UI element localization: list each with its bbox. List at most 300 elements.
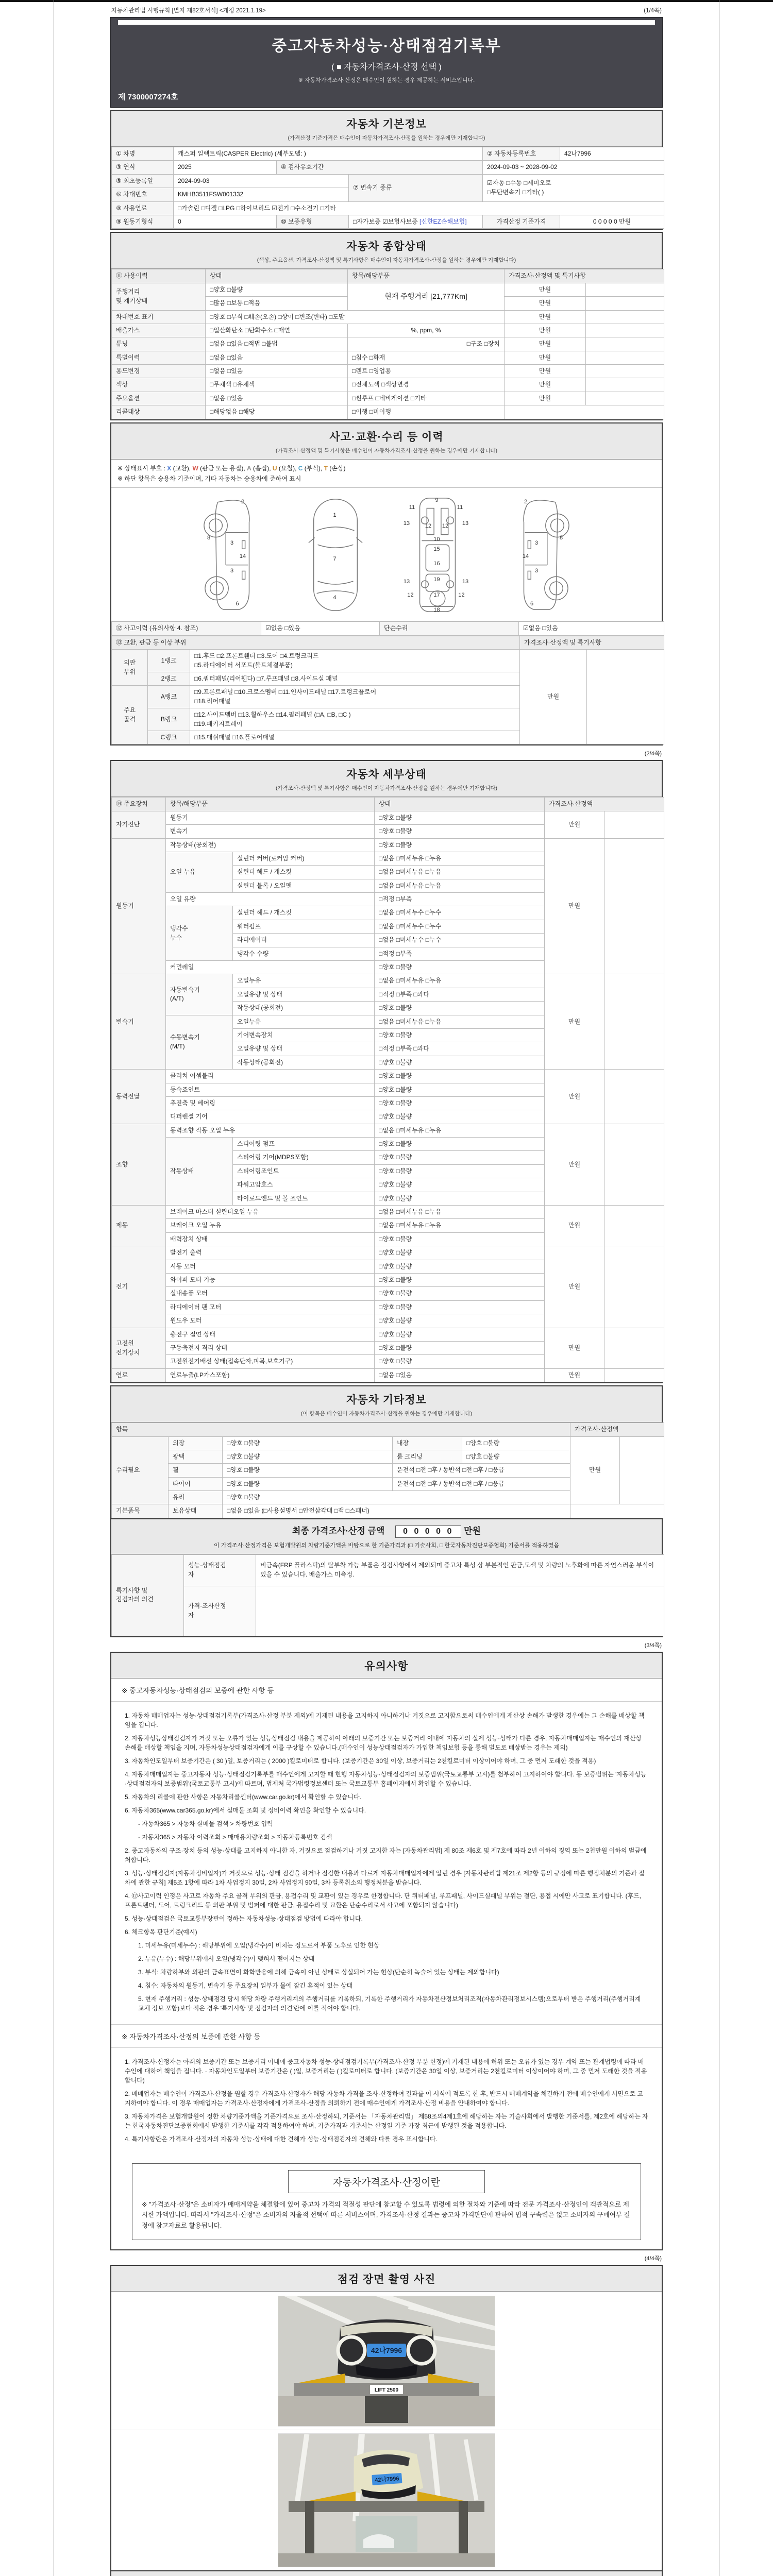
value-simple-repair[interactable]: ☑없음 □있음 xyxy=(519,622,664,635)
cell: 만원 xyxy=(545,811,604,838)
car-diagram-bottom xyxy=(399,494,476,616)
checkbox-group-cell[interactable]: □이행 □미이행 xyxy=(348,405,505,419)
car-side-left-outline xyxy=(195,494,272,616)
cell: 만원 xyxy=(545,1368,604,1382)
diagram-part-number: 3 xyxy=(534,539,539,546)
cell: 작동상태 xyxy=(166,1138,233,1206)
checkbox-group-cell[interactable]: □양호 □불량 xyxy=(375,1192,545,1205)
price-definition-body: ※ "가격조사·산정"은 소비자가 매매계약을 체결함에 있어 중고차 가격의 적절성 판단에 참고할 수 있도록 법령에 의한 절차와 기준에 따라 전문 가격조사·산정인이 객관적으로 제시한 가액입니다. 따라서 "가격조사·산정"은 소비자의 자율적 선택에 따른 서비스이며, 가격조사·산정 결과는 중고차 가격판단에 관하여 법적 구속력은 없고 소비자의 구매여부 결정에 참고자료로 활용됩니다. xyxy=(142,2200,630,2230)
diagram-part-number: 8 xyxy=(207,535,211,541)
cell xyxy=(604,974,664,1070)
cell xyxy=(586,297,664,310)
inspector-opinion: 비금속(FRP 플라스틱)의 탈부착 가능 부품은 점검사항에서 제외되며 중고차 특성 상 부분적인 판금,도색 및 차량의 노후화에 따른 자연스러운 부식이 있을 수 있습니다. 배출가스 미측정. xyxy=(256,1554,664,1586)
row-label: 원동기 xyxy=(112,838,166,974)
diagram-part-number: 15 xyxy=(433,546,440,552)
cell: 동력조향 작동 오일 누유 xyxy=(166,1124,375,1137)
cell: 라디에이터 xyxy=(233,934,375,947)
cell: 워터펌프 xyxy=(233,920,375,933)
diagram-part-number: 13 xyxy=(403,520,410,527)
notice-item: 2. 중고자동차의 구조·장치 등의 성능·상태를 고지하지 아니한 자, 거짓으로 점검하거나 거짓 고지한 자는 [자동차관리법] 제 80조 제6호 및 제7호에 따라 2년 이하의 징역 또는 2천만원 이하의 벌금에 처합니다. xyxy=(125,1846,647,1863)
cell xyxy=(604,1328,664,1368)
signature-block xyxy=(111,2570,662,2576)
final-price-unit: 만원 xyxy=(464,1526,481,1536)
notice-title: 유의사항 xyxy=(364,1660,409,1672)
checkbox-group-cell[interactable]: □양호 □불량 xyxy=(375,811,545,824)
final-price-bar xyxy=(111,1518,662,1554)
checkbox-group-cell[interactable]: □양호 □불량 xyxy=(375,825,545,838)
document-note: ※ 자동차가격조사·산정은 매수인이 원하는 경우 제공하는 서비스입니다. xyxy=(298,77,475,83)
photos-title: 점검 장면 촬영 사진 xyxy=(337,2273,436,2285)
notice-item: 2. 자동차성능상태점검자가 거짓 또는 오류가 있는 성능상태점검 내용을 제공하여 아래의 보증기간 또는 보증거리 이내에 자동차의 실제 성능·상태가 다른 경우, 자동차매매업자는 매수인의 재산상 손해를 배상할 책임을 지며, 자동차성능상태점검자에게 이를 구상할 수 있습니다.(매수인이 성능상태점검자가 가입한 책임보험 등을 통해 별도로 배상받는 경우는 제외) xyxy=(125,1734,642,1751)
notice-item: 4. 자동차매매업자는 중고자동차 성능·상태점검기록부를 매수인에게 고지할 때 현행 자동차성능·상태점검자의 보증범위(국토교통부 고시)를 첨부하여 고지하여야 합니다. 동 보증범위는 '자동차성능·상태점검자의 보증범위'(국토교통부 고시)에 따르며, 법제처 국가법령정보센터 또는 국토교통부 홈페이지에서 확인할 수 있습니다. xyxy=(125,1770,647,1787)
cell: 클러치 어셈블리 xyxy=(166,1070,375,1083)
diagram-part-number: 19 xyxy=(433,576,440,583)
checkbox-group-cell[interactable]: □양호 □불량 xyxy=(375,1110,545,1124)
notice-item: 5. 성능·상태점검은 국토교통부장관이 정하는 자동차성능·상태점검 방법에 따라야 합니다. xyxy=(125,1914,363,1922)
notice-item: 2. 매매업자는 매수인이 가격조사·산정을 원할 경우 가격조사·산정자가 해당 자동차 가격을 조사·산정하여 결과를 이 서식에 적도록 한 후, 반드시 매매계약을 체결하기 전에 매수인에게 서면으로 고지하여야 합니다. 이 경우 매매업자는 가격조사·산정자에게 가격조사·산정을 의뢰하기 전에 매수인에게 가격조사·산정 비용을 안내하여야 합니다. xyxy=(125,2090,644,2107)
accident-header xyxy=(111,423,662,460)
checkbox-group-cell[interactable]: □없음 □미세누유 □누유 xyxy=(375,866,545,879)
checkbox-group-cell[interactable]: □양호 □불량 xyxy=(375,961,545,974)
cell: 실린더 헤드 / 개스킷 xyxy=(233,906,375,920)
notice-item: 6. 자동차365(www.car365.go.kr)에서 실매물 조회 및 정비이력 확인을 확인할 수 있습니다. xyxy=(125,1806,366,1814)
form-meta-row xyxy=(110,4,663,17)
notice-item: 4. 침수: 자동차의 원동기, 변속기 등 주요장치 일부가 물에 잠긴 흔적이 있는 상태 xyxy=(138,1981,353,1989)
final-price-label: 최종 가격조사·산정 금액 xyxy=(292,1526,385,1536)
notice-item: 3. 성능·상태점검자(자동차정비업자)가 거짓으로 성능·상태 점검을 하거나 점검한 내용과 다르게 자동차매매업자에게 알린 경우 [자동차관리법 제21조 제2항 등의 규정에 따른 행정처분의 기준과 절차에 관한 규칙] 제5조 1항에 따라 1차 사업정지 30일, 2차 사업정지 90일, 3차 등록취소의 행정처분을 받습니다. xyxy=(125,1869,645,1886)
col-price: 가격조사·산정액 xyxy=(570,1423,664,1436)
checkbox-group-cell[interactable]: □무채색 □유채색 xyxy=(206,378,348,392)
notice-block2-title: ※ 자동차가격조사·산정의 보증에 관한 사항 등 xyxy=(111,2024,662,2048)
checkbox-group-cell[interactable]: □양호 □불량 xyxy=(223,1450,393,1463)
col-state: 상태 xyxy=(206,269,348,283)
notice-list-1 xyxy=(111,1702,662,2024)
checkbox-group-cell[interactable]: □없음 □미세누유 □누유 xyxy=(375,852,545,865)
notice-item: 1. 미세누유(미세누수) : 해당부위에 오일(냉각수)이 비치는 정도로서 부품 노후로 인한 현상 xyxy=(138,1941,380,1949)
cell: 브레이크 마스터 실린더오일 누유 xyxy=(166,1206,375,1219)
checkbox-group-cell[interactable]: □15.대쉬패널 □16.플로어패널 xyxy=(190,731,520,744)
checkbox-group-cell[interactable]: □없음 □있음 xyxy=(206,392,348,405)
checkbox-group-cell[interactable]: □없음 □미세누유 □누유 xyxy=(375,1206,545,1219)
label-first-reg-date: ⑤ 최초등록일 xyxy=(112,174,174,188)
cell: 오일 누유 xyxy=(166,852,233,892)
checkbox-group-cell[interactable]: □양호 □불량 xyxy=(375,1070,545,1083)
checkbox-group-cell[interactable]: □구조 □장치 xyxy=(348,337,505,351)
section-notice xyxy=(110,1652,663,2250)
photo-area xyxy=(111,2292,662,2570)
cell xyxy=(570,1504,664,1518)
diagram-part-number: 14 xyxy=(522,553,529,560)
checkbox-group-cell[interactable]: □9.프론트패널 □10.크로스멤버 □11.인사이드패널 □17.트렁크플로어 □18.리어패널 xyxy=(190,686,520,708)
cell: 추진축 및 베어링 xyxy=(166,1096,375,1110)
notice-item: 3. 자동차인도일부터 보증기간은 ( 30 )일, 보증거리는 ( 2000 )킬로미터로 합니다. (보증기간은 30일 이상, 보증거리는 2천킬로미터 이상이어야 하며, 그 중 먼저 도래한 것을 적용) xyxy=(125,1757,596,1765)
checkbox-group-cell[interactable]: □12.사이드멤버 □13.휠하우스 □14.필러패널 (□A, □B, □C ) □19.패키지트레이 xyxy=(190,708,520,731)
diagram-part-number: 3 xyxy=(230,539,234,546)
checkbox-group-cell[interactable]: □양호 □불량 xyxy=(462,1436,570,1450)
text-segment: ※ 상태표시 부호 : xyxy=(117,464,167,472)
label-simple-repair: 단순수리 xyxy=(380,622,519,635)
overall-state-header xyxy=(111,233,662,269)
checkbox-group-cell[interactable]: □없음 □있음 □적법 □불법 xyxy=(206,337,348,351)
value-fuel-options[interactable]: □가솔린 □디젤 □LPG □하이브리드 ☑전기 □수소전기 □기타 xyxy=(174,201,664,215)
detail-state-table xyxy=(111,797,662,1382)
diagram-part-number: 14 xyxy=(239,553,246,560)
cell: 유리 xyxy=(169,1491,223,1504)
notice-item: 5. 자동차의 리콜에 관한 사항은 자동차리콜센터(www.car.go.kr)에서 확인할 수 있습니다. xyxy=(125,1793,361,1801)
value-inspection-period: 2024-09-03 ~ 2028-09-02 xyxy=(483,161,664,174)
cell: 오일유량 및 상태 xyxy=(233,1042,375,1056)
cell xyxy=(604,1124,664,1205)
checkbox-group-cell[interactable]: □일산화탄소 □탄화수소 □매연 xyxy=(206,324,348,337)
notice-item: 3. 자동차가격은 보험개발원이 정한 차량기준가액을 기준가격으로 조사·산정하되, 기준서는 「자동차관리법」 제58조의4제1호에 해당하는 자는 기술사회에서 발행한 기준서를, 제2호에 해당하는 자는 한국자동차진단보증협회에서 발행한 기준서를 각각 적용하여야 하며, 기준가격과 기준서는 산정일 기준 가장 최근에 발행된 것을 적용합니다. xyxy=(125,2112,648,2129)
col-item: 항목/해당부품 xyxy=(166,798,375,811)
cell: 만원 xyxy=(545,1246,604,1328)
row-label: 차대번호 표기 xyxy=(112,310,206,324)
value-first-reg-date: 2024-09-03 xyxy=(174,174,349,188)
checkbox-group-cell[interactable]: 운전석 □전 □후 / 동반석 □전 □후 / □응급 xyxy=(393,1464,570,1477)
diagram-part-number: 2 xyxy=(524,498,528,505)
section-basic-info xyxy=(110,110,663,230)
cell: 만원 xyxy=(545,1070,604,1124)
cell xyxy=(505,405,664,419)
label-engine-type: ⑨ 원동기형식 xyxy=(112,215,174,228)
panel-exchange-table xyxy=(111,636,662,745)
row-label: 자기진단 xyxy=(112,811,166,838)
row-label: 주요옵션 xyxy=(112,392,206,405)
checkbox-group-cell[interactable]: □양호 □불량 xyxy=(375,1096,545,1110)
checkbox-group-cell[interactable]: □양호 □불량 xyxy=(375,1232,545,1246)
diagram-part-number: 7 xyxy=(333,555,337,562)
page-mark-2: (2/4쪽) xyxy=(644,751,662,757)
notice-item: 5. 현재 주행거리 : 성능·상태점검 당시 해당 차량 주행거리계의 주행거리를 기록하되, 기록한 주행거리가 자동차전산정보처리조직(자동차관리정보시스템)으로부터 받은 주행거리(주행거리계 교체 정보 포함)보다 적은 경우 '특기사항 및 점검자의 의견'란에 이를 적어야 합니다. xyxy=(138,1995,641,2012)
cell: 라디에이터 팬 모터 xyxy=(166,1300,375,1314)
document-header xyxy=(110,17,663,108)
row-label: 1랭크 xyxy=(148,650,190,672)
notice-item: 4. ⑫사고이력 인정은 사고로 자동차 주요 골격 부위의 판금, 용접수리 및 교환이 있는 경우로 한정합니다. 단 쿼터패널, 루프패널, 사이드실패널 부위는 절단, 용접 시에만 사고로 표기합니다. (후드, 프론트펜더, 도어, 트렁크리드 등 외판 부위 및 범퍼에 대한 판금, 용접수리 및 교환은 단순수리로서 사고에 포함되지 않습니다) xyxy=(125,1892,642,1909)
checkbox-group-cell[interactable]: □양호 □불량 xyxy=(375,838,545,852)
cell: 만원 xyxy=(570,1436,620,1504)
cell: 실린더 블록 / 오일팬 xyxy=(233,879,375,892)
accident-history-row xyxy=(111,621,662,635)
section-photos xyxy=(110,2265,663,2576)
overall-state-note: (색상, 주요옵션, 가격조사·산정액 및 특기사항은 매수인이 자동차가격조사·산정을 원하는 경우에만 기재합니다) xyxy=(257,257,516,264)
checkbox-group-cell[interactable]: □해당없음 □해당 xyxy=(206,405,348,419)
row-label: 수리필요 xyxy=(112,1436,169,1504)
cell: 만원 xyxy=(505,283,586,296)
text-segment: C xyxy=(298,464,303,472)
section-overall-state xyxy=(110,232,663,420)
checkbox-group-cell[interactable]: □양호 □불량 xyxy=(375,1260,545,1273)
page-mark-3: (3/4쪽) xyxy=(644,1642,662,1649)
cell: 와이퍼 모터 기능 xyxy=(166,1274,375,1287)
checkbox-group-cell[interactable]: □없음 □미세누수 □누수 xyxy=(375,906,545,920)
checkbox-group-cell[interactable]: □적정 □부족 □과다 xyxy=(375,1042,545,1056)
row-label: 리콜대상 xyxy=(112,405,206,419)
text-segment: A xyxy=(247,464,251,472)
cell: %, ppm, % xyxy=(348,324,505,337)
notice-item: 3. 부식: 차량하부와 외판의 금속표면이 화학반응에 의해 금속이 아닌 상태로 상실되어 가는 현상(단순히 녹슬어 있는 상태는 제외합니다) xyxy=(138,1968,499,1976)
value-accident-history[interactable]: ☑없음 □있음 xyxy=(261,622,380,635)
value-transmission-options[interactable]: ☑자동 □수동 □세미오토 □무단변속기 □기타( ) xyxy=(483,174,664,201)
checkbox-group-cell[interactable]: □양호 □불량 xyxy=(375,1287,545,1300)
cell xyxy=(604,1206,664,1246)
checkbox-group-cell[interactable]: □양호 □불량 xyxy=(375,1028,545,1042)
accident-note: (가격조사·산정액 및 특기사항은 매수인이 자동차가격조사·산정을 원하는 경우에만 기재합니다) xyxy=(276,447,497,454)
text-segment: X xyxy=(167,464,172,472)
text-segment: (요철), xyxy=(277,464,298,472)
car-diagram-row xyxy=(111,488,662,621)
cell: 자동변속기 (A/T) xyxy=(166,974,233,1015)
cell: 구동축전지 격리 상태 xyxy=(166,1341,375,1354)
row-label: 연료 xyxy=(112,1368,166,1382)
data-table xyxy=(111,797,664,1382)
row-label: 고전원 전기장치 xyxy=(112,1328,166,1368)
row-label: 주요 골격 xyxy=(112,686,148,744)
price-definition-title: 자동차가격조사·산정이란 xyxy=(288,2170,485,2193)
text-segment: (손상) xyxy=(327,464,346,472)
law-note: 자동차관리법 시행규칙 [별지 제82호서식] <개정 2021.1.19> xyxy=(111,8,266,14)
checkbox-group-cell[interactable]: □양호 □불량 xyxy=(375,1328,545,1341)
cell xyxy=(620,1436,664,1504)
diagram-part-number: 12 xyxy=(458,592,465,599)
cell: 만원 xyxy=(505,392,586,405)
checkbox-group-cell[interactable]: □양호 □불량 xyxy=(206,283,348,296)
col-price-notes: 가격조사·산정액 및 특기사항 xyxy=(505,269,664,283)
row-label: 2랭크 xyxy=(148,672,190,685)
diagram-part-number: 6 xyxy=(236,600,239,607)
checkbox-group-cell[interactable]: □양호 □불량 xyxy=(375,1314,545,1328)
diagram-part-number: 8 xyxy=(559,535,563,541)
section-detail-state xyxy=(110,760,663,1383)
checkbox-group-cell[interactable]: □양호 □불량 xyxy=(375,1151,545,1164)
checkbox-group-cell[interactable]: □양호 □불량 xyxy=(375,1056,545,1069)
accident-note2: ※ 하단 항목은 승용차 기준이며, 기타 자동차는 승용차에 준하여 표시 xyxy=(117,475,301,483)
checkbox-group-cell[interactable]: □없음 □미세누유 □누유 xyxy=(375,1219,545,1232)
checkbox-group-cell[interactable]: □양호 □불량 xyxy=(375,1300,545,1314)
cell: 브레이크 오일 누유 xyxy=(166,1219,375,1232)
checkbox-group-cell[interactable]: □양호 □불량 xyxy=(375,1164,545,1178)
diagram-part-number: 1 xyxy=(333,512,337,518)
notice-item: 6. 체크항목 판단기준(예시) xyxy=(125,1928,197,1936)
row-label: 기본품목 xyxy=(112,1504,169,1518)
row-label: 조향 xyxy=(112,1124,166,1205)
checkbox-group-cell[interactable]: □양호 □불량 xyxy=(375,1341,545,1354)
cell: 만원 xyxy=(505,337,586,351)
checkbox-group-cell[interactable]: □침수 □화재 xyxy=(348,351,505,364)
text-segment: [신한EZ손해보험] xyxy=(419,217,467,225)
checkbox-group-cell[interactable]: □양호 □불량 xyxy=(223,1464,393,1477)
notice-header xyxy=(111,1653,662,1679)
row-label: 배출가스 xyxy=(112,324,206,337)
checkbox-group-cell[interactable]: □썬루프 □네비게이션 □기타 xyxy=(348,392,505,405)
row-label: A랭크 xyxy=(148,686,190,708)
cell: 성능·상태점검 자 xyxy=(184,1554,256,1586)
checkbox-group-cell[interactable]: 운전석 □전 □후 / 동반석 □전 □후 / □응급 xyxy=(393,1477,570,1490)
checkbox-group-cell[interactable]: □적정 □부족 □과다 xyxy=(375,988,545,1001)
accident-code-legend xyxy=(111,460,662,488)
cell: 만원 xyxy=(545,1328,604,1368)
checkbox-group-cell[interactable]: □없음 □미세누유 □누유 xyxy=(375,879,545,892)
notice-item: 2. 누유(누수) : 해당부위에서 오일(냉각수)이 맺혀서 떨어지는 상태 xyxy=(138,1955,315,1962)
checkbox-group-cell[interactable]: □적정 □부족 xyxy=(375,893,545,906)
checkbox-group-cell[interactable]: □양호 □불량 xyxy=(375,1355,545,1368)
etc-info-title: 자동차 기타정보 xyxy=(346,1394,427,1406)
checkbox-group-cell[interactable]: □양호 □부식 □훼손(오손) □상이 □변조(변타) □도말 xyxy=(206,310,505,324)
cell: 만원 xyxy=(505,351,586,364)
data-table xyxy=(111,269,664,419)
col-major-device: ⑭ 주요장치 xyxy=(112,798,166,811)
cell xyxy=(586,337,664,351)
car-diagram-top xyxy=(297,494,374,616)
cell xyxy=(604,811,664,838)
header-stripe xyxy=(118,20,655,25)
label-vin: ⑥ 차대번호 xyxy=(112,188,174,201)
cell: 등속죠인트 xyxy=(166,1083,375,1096)
final-price-note[interactable]: 이 가격조사·산정가격은 보험개발원의 차량기준가액을 바탕으로 한 기준가격과 (□ 기술사회, □ 한국자동차진단보증협회) 기준서를 적용하였음 xyxy=(214,1542,559,1549)
car-diagram-side-left xyxy=(195,494,272,616)
cell: 충전구 절연 상태 xyxy=(166,1328,375,1341)
text-segment: (부식), xyxy=(303,464,324,472)
cell: 만원 xyxy=(505,297,586,310)
notice-list-2 xyxy=(111,2048,662,2155)
checkbox-group-cell[interactable]: □양호 □불량 xyxy=(375,1178,545,1192)
col-usage-history: ⑪ 사용이력 xyxy=(112,269,206,283)
row-label: 전기 xyxy=(112,1246,166,1328)
checkbox-group-cell[interactable]: □양호 □불량 xyxy=(375,1246,545,1260)
value-model-year: 2025 xyxy=(174,161,277,174)
row-label: C랭크 xyxy=(148,731,190,744)
checkbox-group-cell[interactable]: □없음 □있음 (□사용설명서 □안전삼각대 □잭 □스패너) xyxy=(223,1504,570,1518)
checkbox-group-cell[interactable]: □렌트 □영업용 xyxy=(348,365,505,378)
col-state: 상태 xyxy=(375,798,545,811)
cell: 냉각수 수량 xyxy=(233,947,375,960)
document-subtitle: ( ■ 자동차가격조사·산정 선택 ) xyxy=(331,63,442,72)
appraiser-opinion xyxy=(256,1586,664,1636)
cell: 수동변속기 (M/T) xyxy=(166,1015,233,1070)
row-label: 특별이력 xyxy=(112,351,206,364)
cell: 냉각수 누수 xyxy=(166,906,233,961)
cell: 변속기 xyxy=(166,825,375,838)
checkbox-group-cell[interactable]: □없음 □미세누유 □누유 xyxy=(375,1015,545,1028)
text-segment: (판금 또는 용접), xyxy=(198,464,247,472)
overall-state-table xyxy=(111,269,662,419)
status-code-line xyxy=(117,463,656,473)
cell xyxy=(586,378,664,392)
cell: 스티어링 기어(MDPS포함) xyxy=(233,1151,375,1164)
checkbox-group-cell[interactable]: □없음 □있음 xyxy=(206,351,348,364)
checkbox-group-cell[interactable]: □양호 □불량 xyxy=(462,1450,570,1463)
etc-info-header xyxy=(111,1386,662,1422)
data-table xyxy=(111,621,664,635)
cell: 가격·조사산정 자 xyxy=(184,1586,256,1636)
cell xyxy=(586,324,664,337)
checkbox-group-cell[interactable]: □양호 □불량 xyxy=(375,1274,545,1287)
cell: 작동상태(공회전) xyxy=(166,838,375,852)
data-table xyxy=(111,636,664,745)
diagram-part-number: 11 xyxy=(457,504,463,511)
cell: 실린더 커버(로커암 커버) xyxy=(233,852,375,865)
section-etc-info xyxy=(110,1385,663,1637)
row-label: 동력전달 xyxy=(112,1070,166,1124)
cell: 만원 xyxy=(545,974,604,1070)
checkbox-group-cell[interactable]: □적정 □부족 xyxy=(375,947,545,960)
document-title: 중고자동차성능·상태점검기록부 xyxy=(272,38,501,55)
inspection-photo-front xyxy=(278,2296,495,2427)
cell: 광택 xyxy=(169,1450,223,1463)
diagram-part-number: 13 xyxy=(403,579,410,585)
diagram-part-number: 4 xyxy=(333,595,337,601)
label-accident-history: ⑫ 사고이력 (유의사항 4. 참조) xyxy=(112,622,261,635)
cell: 스티어링조인트 xyxy=(233,1164,375,1178)
checkbox-group-cell[interactable]: □없음 □미세누유 □누유 xyxy=(375,1124,545,1137)
checkbox-group-cell[interactable]: □없음 □미세누수 □누수 xyxy=(375,920,545,933)
checkbox-group-cell[interactable]: □없음 □미세누수 □누수 xyxy=(375,934,545,947)
photos-header xyxy=(111,2266,662,2292)
basic-info-table xyxy=(111,147,662,229)
checkbox-group-cell[interactable]: □없음 □있음 xyxy=(206,365,348,378)
diagram-part-number: 6 xyxy=(530,600,534,607)
cell: 만원 xyxy=(505,310,586,324)
checkbox-group-cell[interactable]: □양호 □불량 xyxy=(223,1436,393,1450)
notice-block1-title: ※ 중고자동차성능·상태점검의 보증에 관한 사항 등 xyxy=(111,1679,662,1702)
cell: 디퍼렌셜 기어 xyxy=(166,1110,375,1124)
checkbox-group-cell[interactable]: □양호 □불량 xyxy=(223,1491,570,1504)
cell: 만원 xyxy=(545,1124,604,1205)
cell: 작동상태(공회전) xyxy=(233,1002,375,1015)
checkbox-group-cell[interactable]: □많음 □보통 □적음 xyxy=(206,297,348,310)
checkbox-group-cell[interactable]: □1.후드 □2.프론트휀더 □3.도어 □4.트렁크리드 □5.라디에이터 서포트(볼트체결부품) xyxy=(190,650,520,672)
row-label: 튜닝 xyxy=(112,337,206,351)
label-warranty-type: ⑩ 보증유형 xyxy=(277,215,349,228)
diagram-part-number: 13 xyxy=(462,579,469,585)
text-segment: T xyxy=(324,464,328,472)
cell: 원동기 xyxy=(166,811,375,824)
checkbox-group-cell[interactable]: □양호 □불량 xyxy=(223,1477,393,1490)
row-label: 주행거리 및 계기상태 xyxy=(112,283,206,310)
checkbox-group-cell[interactable]: □없음 □있음 xyxy=(375,1368,545,1382)
cell: 오일유량 및 상태 xyxy=(233,988,375,1001)
cell: 만원 xyxy=(545,838,604,974)
cell: 작동상태(공회전) xyxy=(233,1056,375,1069)
cell: 오일 유량 xyxy=(166,893,375,906)
cell: 실내송풍 모터 xyxy=(166,1287,375,1300)
checkbox-group-cell[interactable]: □양호 □불량 xyxy=(375,1002,545,1015)
checkbox-group-cell[interactable]: □전체도색 □색상변경 xyxy=(348,378,505,392)
checkbox-group-cell[interactable]: □양호 □불량 xyxy=(375,1083,545,1096)
text-segment: □자가보증 ☑보험사보증 xyxy=(353,217,420,225)
cell: 룸 크리닝 xyxy=(393,1450,462,1463)
basic-info-title: 자동차 기본정보 xyxy=(346,118,427,130)
final-price-amount: 0 0 0 0 0 xyxy=(395,1526,461,1538)
row-label: 외판 부위 xyxy=(112,650,148,686)
diagram-part-number: 3 xyxy=(534,568,539,574)
diagram-part-number: 13 xyxy=(462,520,469,527)
checkbox-group-cell[interactable]: □없음 □미세누유 □누유 xyxy=(375,974,545,988)
inspection-photo-under xyxy=(278,2433,495,2567)
diagram-part-number: 11 xyxy=(409,504,415,511)
cell xyxy=(587,650,664,744)
inspector-opinion-table xyxy=(111,1554,662,1636)
price-definition-box xyxy=(132,2163,641,2240)
diagram-part-number: 10 xyxy=(433,536,440,543)
text-segment: W xyxy=(192,464,198,472)
checkbox-group-cell[interactable]: □6.쿼터패널(리어휀다) □7.루프패널 □8.사이드실 패널 xyxy=(190,672,520,685)
cell xyxy=(604,838,664,974)
text-segment: (교환), xyxy=(171,464,193,472)
cell xyxy=(604,1070,664,1124)
cell: 배력장치 상태 xyxy=(166,1232,375,1246)
checkbox-group-cell[interactable]: □양호 □불량 xyxy=(375,1138,545,1151)
